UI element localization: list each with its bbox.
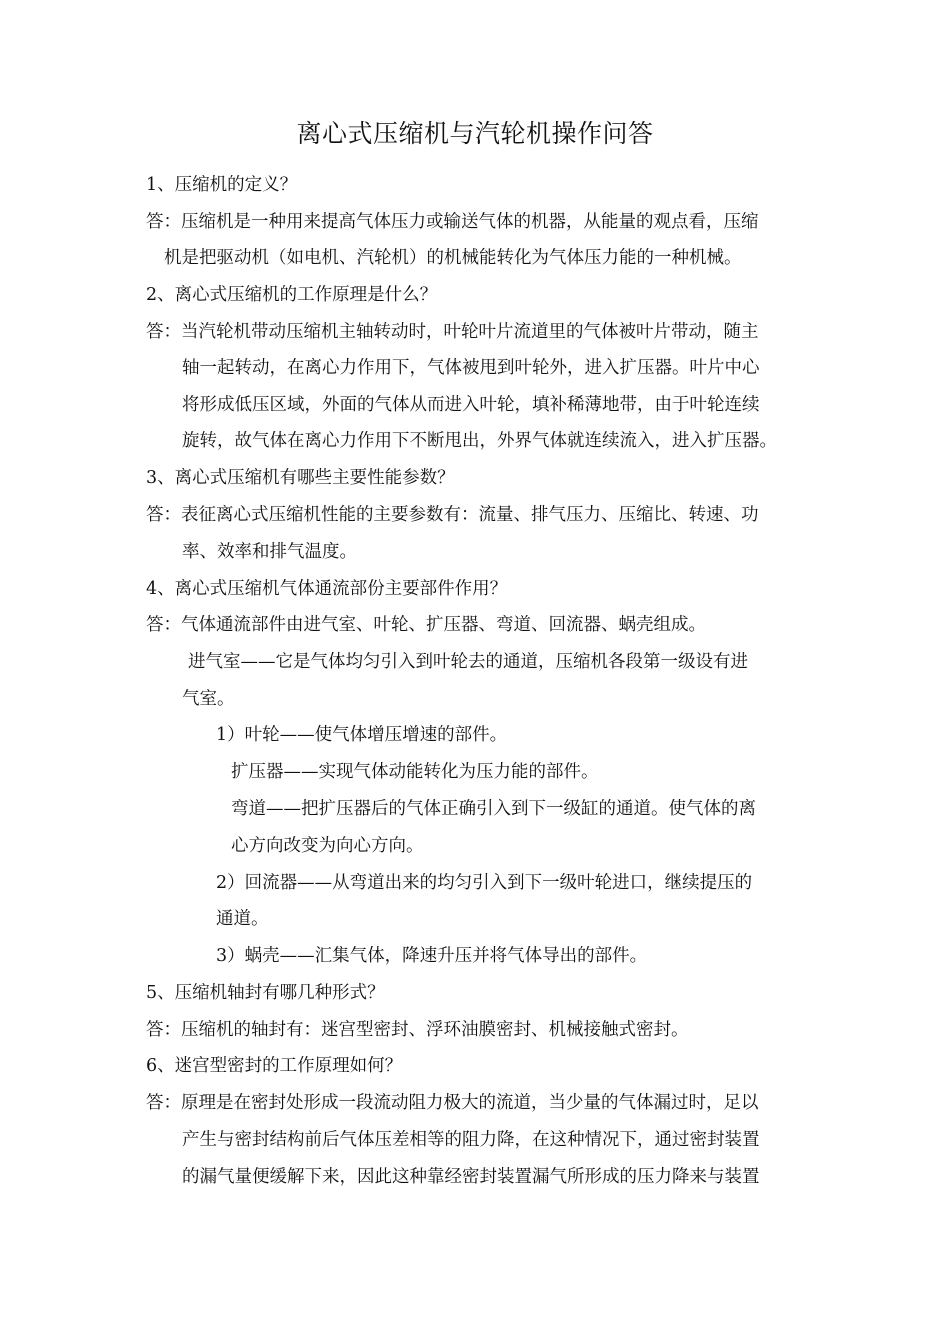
question-6: 6、迷宫型密封的工作原理如何？ — [146, 1056, 403, 1076]
answer-4-item-1-sub-2-cont: 心方向改变为向心方向。 — [231, 836, 424, 856]
answer-4-item-1-sub-2: 弯道——把扩压器后的气体正确引入到下一级缸的通道。使气体的离 — [231, 799, 756, 819]
answer-1-line-2: 机是把驱动机（如电机、汽轮机）的机械能转化为气体压力能的一种机械。 — [164, 248, 742, 268]
answer-3-line-1: 答：表征离心式压缩机性能的主要参数有：流量、排气压力、压缩比、转速、功 — [146, 505, 759, 525]
answer-5-line-1: 答：压缩机的轴封有：迷宫型密封、浮环油膜密封、机械接触式密封。 — [146, 1020, 689, 1040]
answer-4-line-3: 气室。 — [182, 689, 235, 709]
question-5: 5、压缩机轴封有哪几种形式？ — [146, 983, 385, 1003]
answer-6-line-3: 的漏气量便缓解下来，因此这种靠经密封装置漏气所形成的压力降来与装置 — [182, 1167, 760, 1187]
answer-1-line-1: 答：压缩机是一种用来提高气体压力或输送气体的机器，从能量的观点看，压缩 — [146, 212, 759, 232]
question-1: 1、压缩机的定义？ — [146, 175, 298, 195]
answer-3-line-2: 率、效率和排气温度。 — [182, 542, 357, 562]
answer-6-line-2: 产生与密封结构前后气体压差相等的阻力降，在这种情况下，通过密封装置 — [182, 1130, 760, 1150]
answer-4-item-2: 2）回流器——从弯道出来的均匀引入到下一级叶轮进口，继续提压的 — [216, 873, 753, 893]
answer-2-line-3: 将形成低压区域，外面的气体从而进入叶轮，填补稀薄地带，由于叶轮连续 — [182, 395, 760, 415]
answer-2-line-4: 旋转，故气体在离心力作用下不断甩出，外界气体就连续流入，进入扩压器。 — [182, 431, 777, 451]
answer-2-line-1: 答：当汽轮机带动压缩机主轴转动时，叶轮叶片流道里的气体被叶片带动，随主 — [146, 322, 759, 342]
answer-4-item-1-sub-1: 扩压器——实现气体动能转化为压力能的部件。 — [231, 762, 599, 782]
question-2: 2、离心式压缩机的工作原理是什么？ — [146, 285, 438, 305]
answer-4-item-1: 1）叶轮——使气体增压增速的部件。 — [216, 725, 508, 745]
answer-4-line-1: 答：气体通流部件由进气室、叶轮、扩压器、弯道、回流器、蜗壳组成。 — [146, 615, 706, 635]
answer-6-line-1: 答：原理是在密封处形成一段流动阻力极大的流道，当少量的气体漏过时，足以 — [146, 1093, 759, 1113]
answer-2-line-2: 轴一起转动，在离心力作用下，气体被甩到叶轮外，进入扩压器。叶片中心 — [182, 358, 760, 378]
question-4: 4、离心式压缩机气体通流部份主要部件作用？ — [146, 579, 508, 599]
question-3: 3、离心式压缩机有哪些主要性能参数？ — [146, 468, 455, 488]
answer-4-item-2-cont: 通道。 — [216, 909, 269, 929]
answer-4-item-3: 3）蜗壳——汇集气体，降速升压并将气体导出的部件。 — [216, 946, 648, 966]
answer-4-line-2: 进气室——它是气体均匀引入到叶轮去的通道，压缩机各段第一级设有进 — [188, 652, 748, 672]
document-title: 离心式压缩机与汽轮机操作问答 — [296, 119, 654, 148]
